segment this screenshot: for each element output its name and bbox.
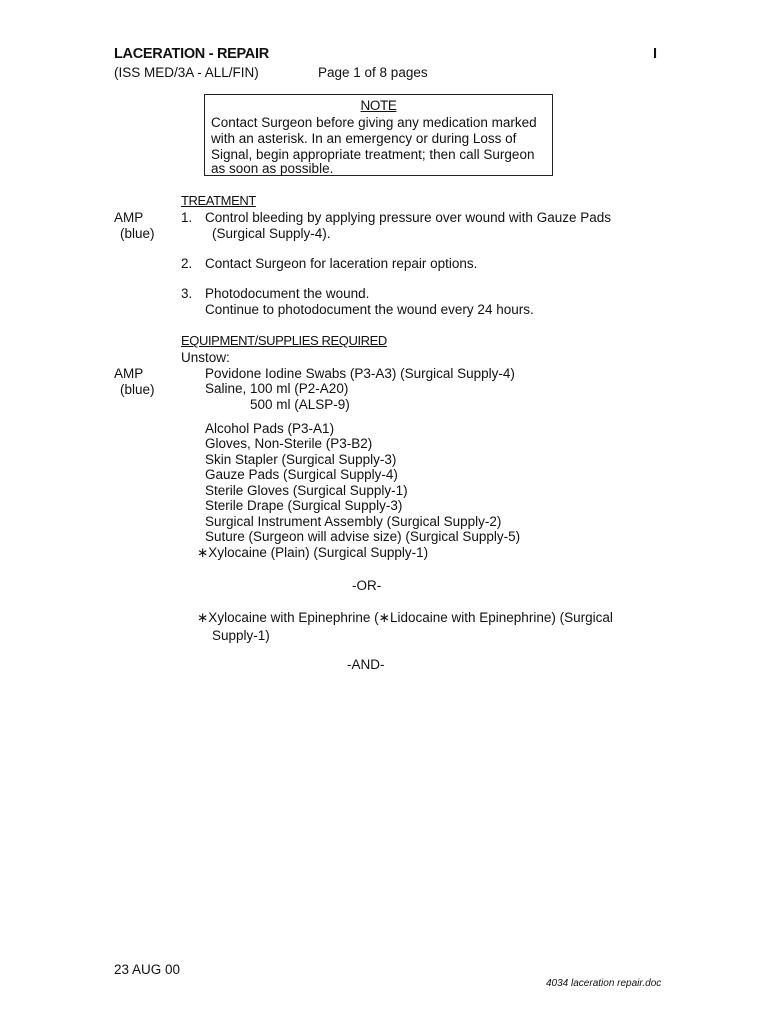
step-text: Control bleeding by applying pressure over wound with Gauze Pads [205, 210, 611, 225]
step-number: 2. [181, 256, 193, 271]
supply-item: Gloves, Non-Sterile (P3-B2) [205, 436, 373, 451]
note-line: with an asterisk. In an emergency or during Loss of [211, 131, 517, 146]
step-text: Photodocument the wound. [205, 286, 370, 301]
supply-item: ∗Xylocaine (Plain) (Surgical Supply-1) [197, 545, 429, 560]
unstow-label: Unstow: [181, 350, 230, 365]
procedure-code: (ISS MED/3A - ALL/FIN) [114, 65, 259, 80]
treatment-heading: TREATMENT [181, 193, 256, 208]
step-text: Contact Surgeon for laceration repair options. [205, 256, 478, 271]
amp-label: AMP [114, 210, 144, 225]
amp-label: AMP [114, 366, 144, 381]
note-line: as soon as possible. [211, 161, 334, 176]
and-separator: -AND- [347, 657, 385, 672]
step-text: (Surgical Supply-4). [212, 226, 331, 241]
footer-date: 23 AUG 00 [114, 962, 181, 977]
step-number: 3. [181, 286, 193, 301]
note-title: NOTE [360, 98, 397, 113]
supply-item: Sterile Drape (Surgical Supply-3) [205, 498, 403, 513]
note-line: Signal, begin appropriate treatment; then call Surgeon [211, 147, 535, 162]
equipment-heading: EQUIPMENT/SUPPLIES REQUIRED [181, 333, 387, 348]
supply-item: Alcohol Pads (P3-A1) [205, 421, 335, 436]
supply-item: Gauze Pads (Surgical Supply-4) [205, 467, 398, 482]
supply-item: Suture (Surgeon will advise size) (Surgical Supply-5) [205, 529, 521, 544]
amp-color-label: (blue) [120, 226, 155, 241]
page-marker: I [653, 46, 657, 62]
supply-item: Saline, 100 ml (P2-A20) [205, 381, 349, 396]
page-info: Page 1 of 8 pages [318, 65, 428, 80]
amp-color-label: (blue) [120, 382, 155, 397]
or-separator: -OR- [352, 578, 382, 593]
step-text: Continue to photodocument the wound every 24 hours. [205, 302, 534, 317]
supply-item: Skin Stapler (Surgical Supply-3) [205, 452, 397, 467]
note-line: Contact Surgeon before giving any medication marked [211, 115, 537, 130]
supply-item: Povidone Iodine Swabs (P3-A3) (Surgical Supply-4) [205, 366, 515, 381]
supply-item: 500 ml (ALSP-9) [250, 397, 350, 412]
supply-item: Sterile Gloves (Surgical Supply-1) [205, 483, 408, 498]
supply-item: ∗Xylocaine with Epinephrine (∗Lidocaine with Epinephrine) (Surgical [197, 610, 613, 625]
supply-item: Supply-1) [212, 628, 270, 643]
page-title: LACERATION - REPAIR [114, 46, 269, 62]
supply-item: Surgical Instrument Assembly (Surgical Supply-2) [205, 514, 502, 529]
step-number: 1. [181, 210, 193, 225]
footer-filename: 4034 laceration repair.doc [546, 978, 662, 989]
note-box [204, 94, 553, 176]
